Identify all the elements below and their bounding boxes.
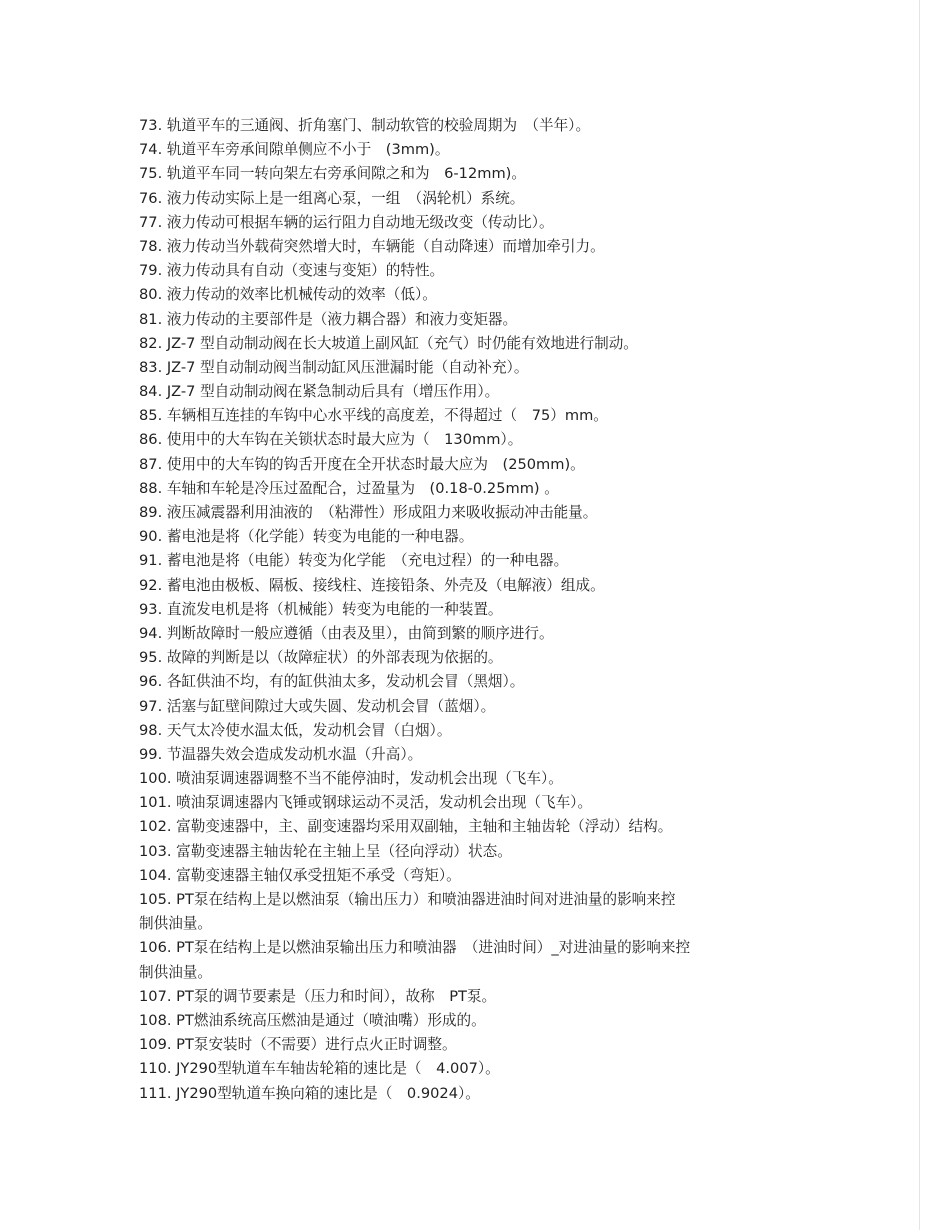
line-110: 110. JY290型轨道车车轴齿轮箱的速比是（ 4.007）。 (139, 1060, 500, 1078)
line-90: 90. 蓄电池是将（化学能）转变为电能的一种电器。 (139, 528, 474, 546)
line-106-continued: 制供油量。 (139, 963, 212, 981)
line-92: 92. 蓄电池由极板、隔板、接线柱、连接铅条、外壳及（电解液）组成。 (139, 576, 605, 594)
line-84: 84. JZ-7 型自动制动阀在紧急制动后具有（增压作用）。 (139, 383, 500, 401)
line-98: 98. 天气太冷使水温太低，发动机会冒（白烟）。 (139, 721, 452, 739)
line-78: 78. 液力传动当外载荷突然增大时，车辆能（自动降速）而增加牵引力。 (139, 237, 605, 255)
line-76: 76. 液力传动实际上是一组离心泵，一组 （涡轮机）系统。 (139, 189, 525, 207)
line-93: 93. 直流发电机是将（机械能）转变为电能的一种装置。 (139, 600, 503, 618)
question-list (139, 114, 819, 1106)
line-88: 88. 车轴和车轮是冷压过盈配合，过盈量为 (0.18-0.25mm) 。 (139, 479, 559, 497)
line-105: 105. PT泵在结构上是以燃油泵（输出压力）和喷油器进油时间对进油量的影响来控 (139, 891, 676, 908)
line-79: 79. 液力传动具有自动（变速与变矩）的特性。 (139, 262, 445, 280)
line-108: 108. PT燃油系统高压燃油是通过（喷油嘴）形成的。 (139, 1011, 486, 1029)
line-91: 91. 蓄电池是将（电能）转变为化学能 （充电过程）的一种电器。 (139, 552, 569, 570)
line-105-continued: 制供油量。 (139, 915, 212, 933)
line-96: 96. 各缸供油不均，有的缸供油太多，发动机会冒（黑烟）。 (139, 673, 525, 691)
line-102: 102. 富勒变速器中，主、副变速器均采用双副轴，主轴和主轴齿轮（浮动）结构。 (139, 818, 673, 836)
page-edge-divider (919, 0, 920, 1230)
line-89: 89. 液压减震器利用油液的 （粘滞性）形成阻力来吸收振动冲击能量。 (139, 504, 598, 521)
line-75: 75. 轨道平车同一转向架左右旁承间隙之和为 6-12mm)。 (139, 165, 526, 183)
line-87: 87. 使用中的大车钩的钩舌开度在全开状态时最大应为 (250mm)。 (139, 455, 585, 473)
line-107: 107. PT泵的调节要素是（压力和时间），故称 PT泵。 (139, 987, 497, 1005)
line-95: 95. 故障的判断是以（故障症状）的外部表现为依据的。 (139, 649, 503, 667)
line-99: 99. 节温器失效会造成发动机水温（升高）。 (139, 745, 423, 763)
line-111: 111. JY290型轨道车换向箱的速比是（ 0.9024）。 (139, 1084, 480, 1102)
line-106: 106. PT泵在结构上是以燃油泵输出压力和喷油器 （进油时间）_对进油量的影响来控 (139, 939, 691, 957)
line-82: 82. JZ-7 型自动制动阀在长大坡道上副风缸（充气）时仍能有效地进行制动。 (139, 334, 638, 352)
line-109: 109. PT泵安装时（不需要）进行点火正时调整。 (139, 1036, 457, 1054)
line-81: 81. 液力传动的主要部件是（液力耦合器）和液力变矩器。 (139, 310, 518, 328)
line-77: 77. 液力传动可根据车辆的运行阻力自动地无级改变（传动比）。 (139, 213, 554, 231)
line-86: 86. 使用中的大车钩在关锁状态时最大应为（ 130mm）。 (139, 431, 523, 449)
line-97: 97. 活塞与缸壁间隙过大或失圆、发动机会冒（蓝烟）。 (139, 697, 496, 715)
line-104: 104. 富勒变速器主轴仅承受扭矩不承受（弯矩）。 (139, 866, 461, 884)
line-100: 100. 喷油泵调速器调整不当不能停油时，发动机会出现（飞车）。 (139, 770, 563, 788)
line-74: 74. 轨道平车旁承间隙单侧应不小于 (3mm)。 (139, 141, 450, 159)
line-103: 103. 富勒变速器主轴齿轮在主轴上呈（径向浮动）状态。 (139, 842, 512, 860)
line-85: 85. 车辆相互连挂的车钩中心水平线的高度差，不得超过（ 75）mm。 (139, 407, 608, 425)
line-83: 83. JZ-7 型自动制动阀当制动缸风压泄漏时能（自动补充）。 (139, 358, 529, 376)
line-73: 73. 轨道平车的三通阀、折角塞门、制动软管的校验周期为 （半年）。 (139, 117, 591, 134)
line-94: 94. 判断故障时一般应遵循（由表及里），由简到繁的顺序进行。 (139, 624, 554, 642)
line-80: 80. 液力传动的效率比机械传动的效率（低）。 (139, 286, 437, 304)
line-101: 101. 喷油泵调速器内飞锤或钢球运动不灵活，发动机会出现（飞车）。 (139, 794, 593, 812)
